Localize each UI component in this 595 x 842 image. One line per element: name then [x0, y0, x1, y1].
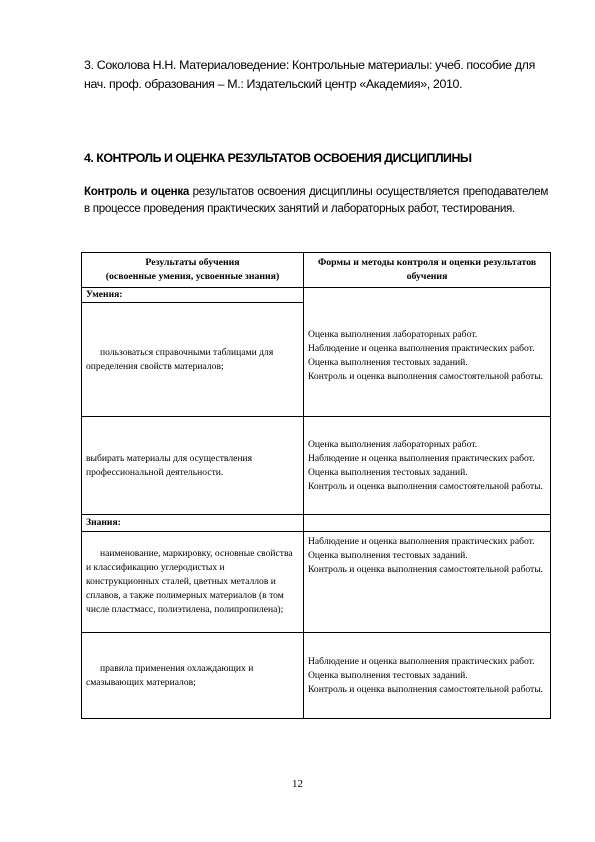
knowledge-label: Знания: — [82, 515, 304, 532]
table-row — [82, 417, 551, 515]
skill-2-methods: Оценка выполнения лабораторных работ. Наблюдение и оценка выполнения практических работ. Оценка выполнения тестовых заданий. Контроль и оценка выполнения самостоятельной работы. — [304, 417, 551, 515]
skill-1-text: пользоваться справочными таблицами для определения свойств материалов; — [86, 346, 274, 372]
knowledge-1 — [82, 532, 304, 633]
header-results: Результаты обучения (освоенные умения, усвоенные знания) — [82, 253, 304, 288]
skills-label: Умения: — [82, 288, 304, 303]
table-row — [82, 633, 551, 719]
skill-2: выбирать материалы для осуществления профессиональной деятельности. — [82, 417, 304, 515]
bibliography-reference: 3. Соколова Н.Н. Материаловедение: Контрольные материалы: учеб. пособие для нач. проф. образования – М.: Издательский центр «Академия», 2010. — [84, 58, 535, 91]
empty-cell — [304, 515, 551, 532]
assessment-table — [81, 252, 551, 719]
knowledge-2-text: правила применения охлаждающих и смазывающих материалов; — [86, 662, 254, 688]
page-number: 12 — [292, 778, 303, 790]
skill-1-methods: Оценка выполнения лабораторных работ. Наблюдение и оценка выполнения практических работ. Оценка выполнения тестовых заданий. Контроль и оценка выполнения самостоятельной работы. — [304, 288, 551, 417]
section-heading: 4. КОНТРОЛЬ И ОЦЕНКА РЕЗУЛЬТАТОВ ОСВОЕНИЯ ДИСЦИПЛИНЫ — [84, 151, 472, 165]
knowledge-2-methods: Наблюдение и оценка выполнения практических работ. Оценка выполнения тестовых заданий. Контроль и оценка выполнения самостоятельной работы. — [304, 633, 551, 719]
header-methods: Формы и методы контроля и оценки результатов обучения — [304, 253, 551, 288]
table-row — [82, 515, 551, 532]
intro-paragraph — [84, 183, 548, 217]
intro-bold-lead: Контроль и оценка — [84, 185, 190, 198]
table-row — [82, 532, 551, 633]
table-header-row — [82, 253, 551, 288]
knowledge-1-text: наименование, маркировку, основные свойства и классификацию углеродистых и конструкционных сталей, цветных металлов и сплавов, а также полимерных материалов (в том числе пластмасс, полиэтилена, полипропилена); — [86, 548, 293, 615]
knowledge-1-methods: Наблюдение и оценка выполнения практических работ. Оценка выполнения тестовых заданий. Контроль и оценка выполнения самостоятельной работы. — [304, 532, 551, 633]
table-row — [82, 288, 551, 303]
intro-text: результатов освоения дисциплины осуществляется преподавателем в процессе проведения практических занятий и лабораторных работ, тестирования. — [84, 185, 548, 215]
skill-1 — [82, 303, 304, 417]
knowledge-2 — [82, 633, 304, 719]
